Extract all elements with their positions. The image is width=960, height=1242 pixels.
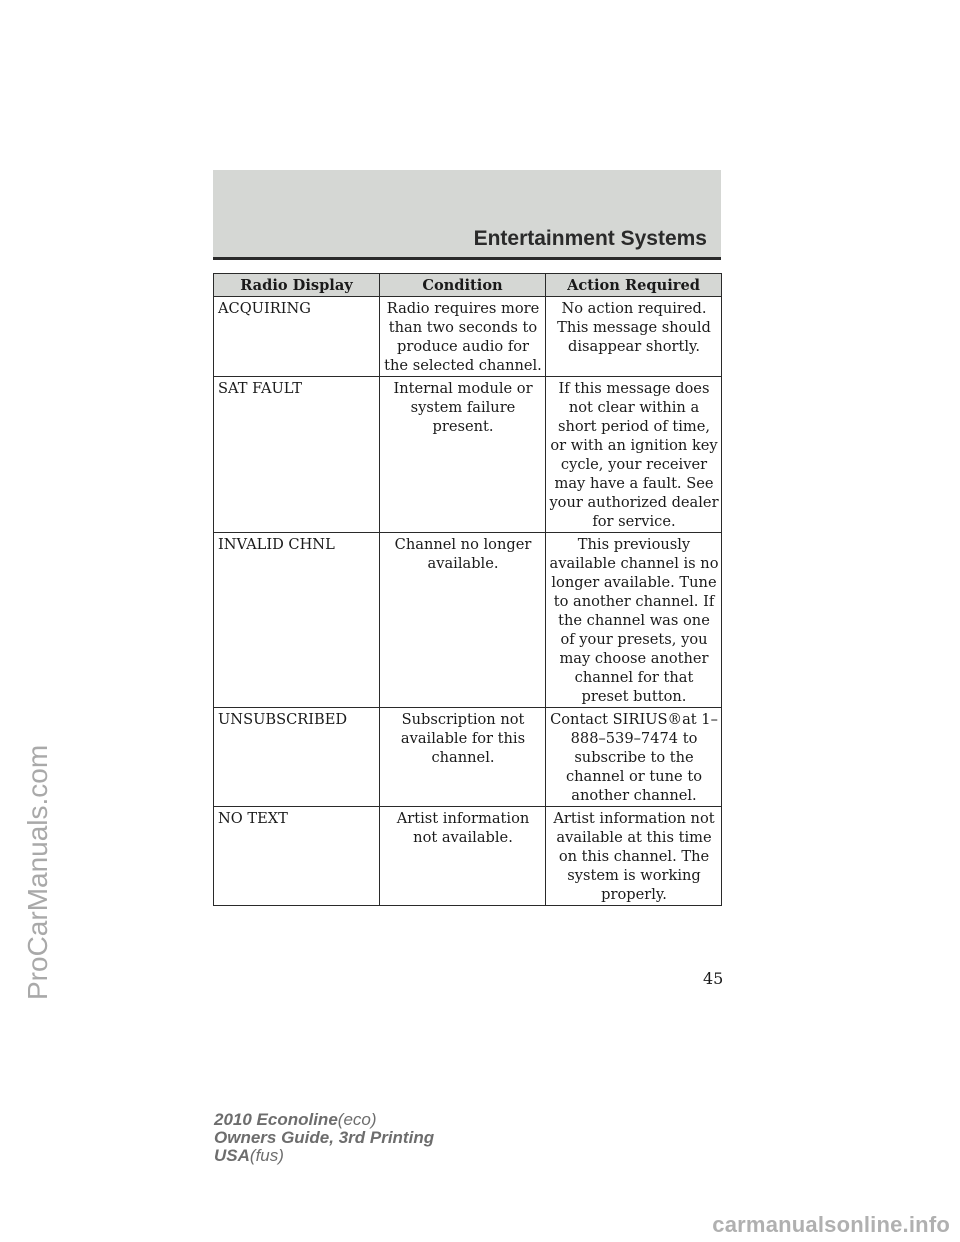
cell-condition: Artist information not available. xyxy=(380,807,546,906)
cell-condition: Subscription not available for this channel. xyxy=(380,708,546,807)
cell-condition: Channel no longer available. xyxy=(380,533,546,708)
table-row xyxy=(214,807,722,906)
cell-display: ACQUIRING xyxy=(214,297,380,377)
cell-action: Contact SIRIUS®at 1–888–539–7474 to subscribe to the channel or tune to another channel. xyxy=(546,708,722,807)
table-row xyxy=(214,533,722,708)
table-row xyxy=(214,297,722,377)
page-number: 45 xyxy=(703,969,724,988)
cell-action: If this message does not clear within a short period of time, or with an ignition key cycle, your receiver may have a fault. See your authorized dealer for service. xyxy=(546,377,722,533)
column-header-condition: Condition xyxy=(380,274,546,297)
cell-action: No action required. This message should disappear shortly. xyxy=(546,297,722,377)
radio-messages-table xyxy=(213,273,722,906)
cell-condition: Radio requires more than two seconds to produce audio for the selected channel. xyxy=(380,297,546,377)
cell-display: NO TEXT xyxy=(214,807,380,906)
table-row xyxy=(214,708,722,807)
table-header-row xyxy=(214,274,722,297)
cell-display: INVALID CHNL xyxy=(214,533,380,708)
section-header-band xyxy=(213,170,721,257)
cell-condition: Internal module or system failure present. xyxy=(380,377,546,533)
cell-display: SAT FAULT xyxy=(214,377,380,533)
section-title: Entertainment Systems xyxy=(473,227,707,250)
footer-model-code: (eco) xyxy=(337,1110,377,1129)
header-divider xyxy=(213,257,721,260)
footer-line-model xyxy=(214,1111,434,1129)
cell-action: This previously available channel is no longer available. Tune to another channel. If the channel was one of your presets, you may choose another channel for that preset button. xyxy=(546,533,722,708)
footer-line-region xyxy=(214,1147,434,1165)
footer-model: 2010 Econoline xyxy=(214,1110,338,1129)
column-header-display: Radio Display xyxy=(214,274,380,297)
footer-region: USA xyxy=(214,1146,250,1165)
footer-guide: Owners Guide, 3rd Printing xyxy=(214,1128,435,1147)
cell-display: UNSUBSCRIBED xyxy=(214,708,380,807)
document-footer xyxy=(214,1111,434,1165)
column-header-action: Action Required xyxy=(546,274,722,297)
footer-region-code: (fus) xyxy=(249,1146,284,1165)
site-watermark: carmanualsonline.info xyxy=(712,1212,950,1237)
table-row xyxy=(214,377,722,533)
side-watermark: ProCarManuals.com xyxy=(22,744,53,1000)
cell-action: Artist information not available at this time on this channel. The system is working properly. xyxy=(546,807,722,906)
